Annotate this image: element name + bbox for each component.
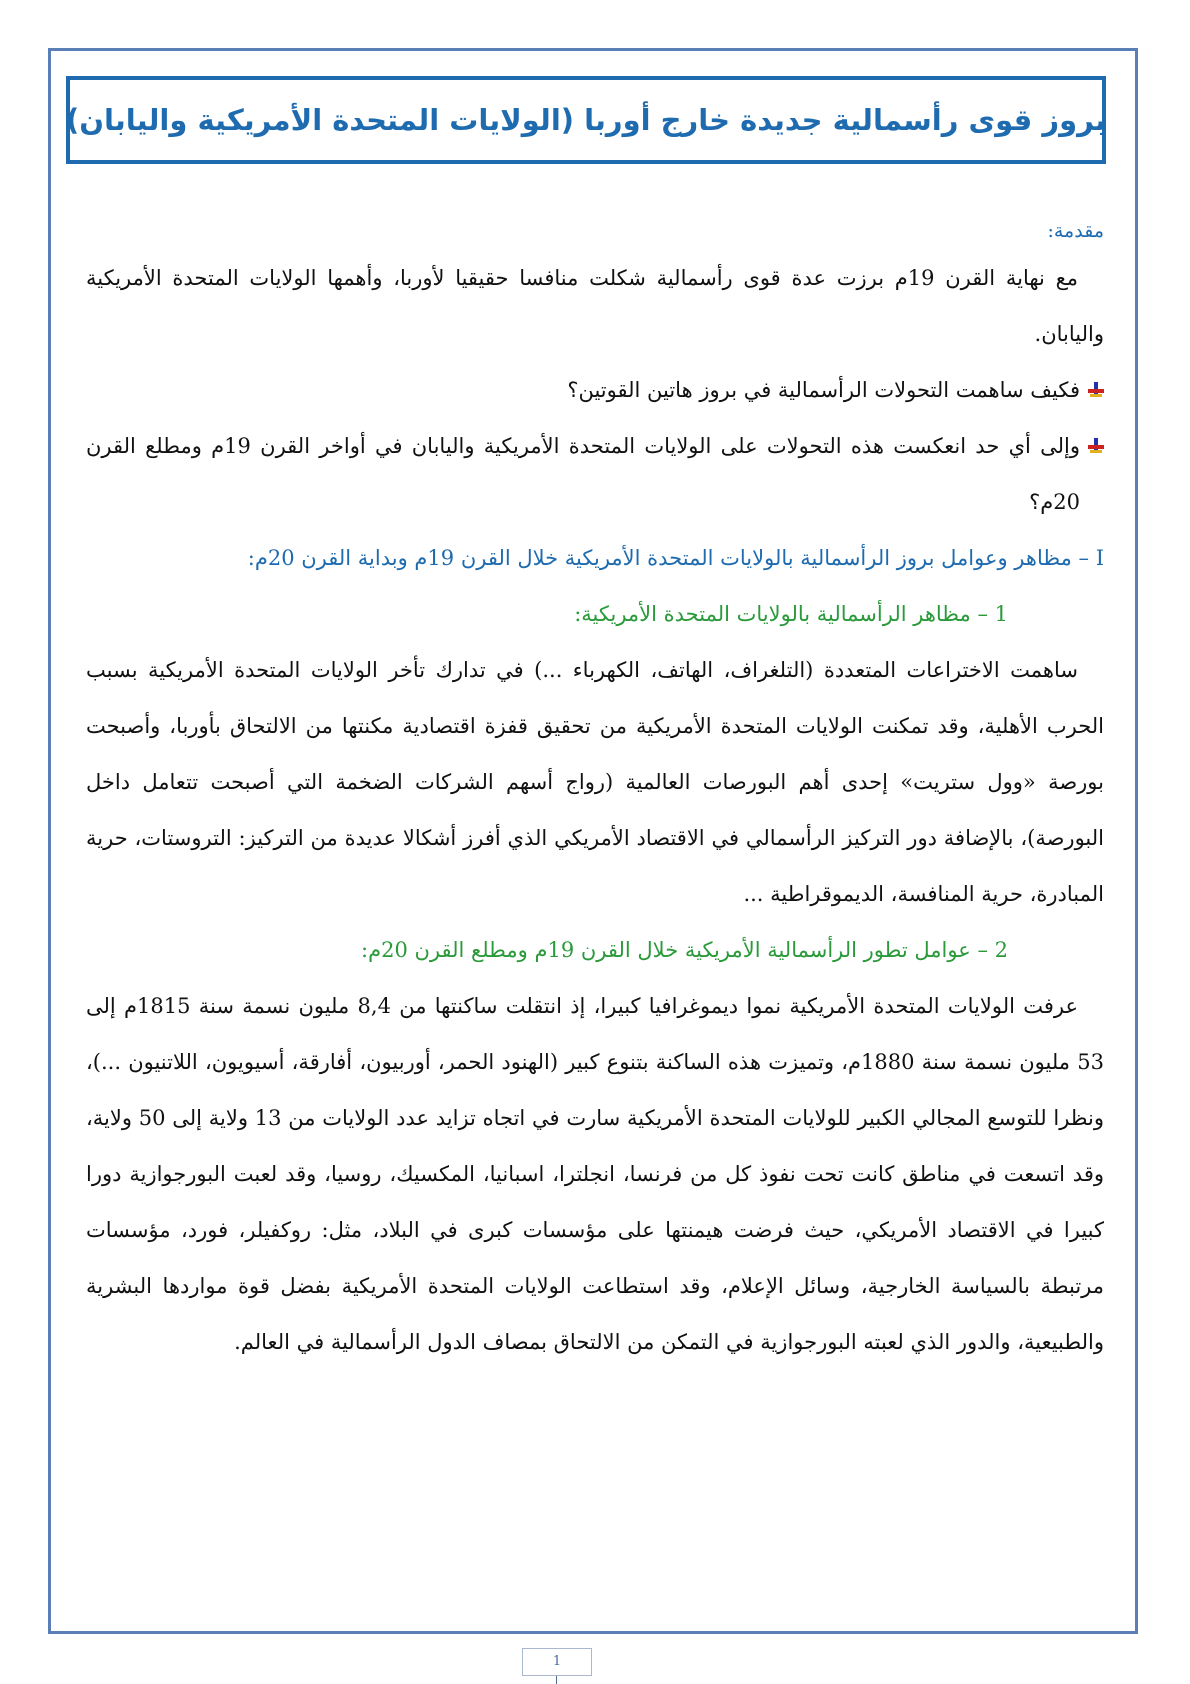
document-title: بروز قوى رأسمالية جديدة خارج أوربا (الولايات المتحدة الأمريكية واليابان) (65, 103, 1107, 137)
section-1-heading: I – مظاهر وعوامل بروز الرأسمالية بالولايات المتحدة الأمريكية خلال القرن 19م وبداية القرن 20م: (247, 546, 1104, 570)
plus-arrow-bullet-icon (1088, 438, 1104, 454)
subsection-2-paragraph: عرفت الولايات المتحدة الأمريكية نموا ديموغرافيا كبيرا، إذ انتقلت ساكنتها من 8,4 مليون نسمة سنة 1815م إلى 53 مليون نسمة سنة 1880م، وتميزت هذه الساكنة بتنوع كبير (الهنود الحمر، أوربيون، أفارقة، أسيويون، اللاتنيون ...)، ونظرا للتوسع المجالي الكبير للولايات المتحدة الأمريكية سارت في اتجاه تزايد عدد الولايات من 13 ولاية إلى 50 ولاية، وقد اتسعت في مناطق كانت تحت نفوذ كل من فرنسا، انجلترا، اسبانيا، المكسيك، روسيا، وقد لعبت البورجوازية دورا كبيرا في الاقتصاد الأمريكي، حيث فرضت هيمنتها على مؤسسات كبرى في البلاد، مثل: روكفيلر، فورد، مؤسسات مرتبطة بالسياسة الخارجية، وسائل الإعلام، وقد استطاعت الولايات المتحدة الأمريكية بفضل قوة مواردها البشرية والطبيعية، والدور الذي لعبته البورجوازية في التمكن من الالتحاق بمصاف الدول الرأسمالية في العالم. (86, 994, 1104, 1354)
question-text: فكيف ساهمت التحولات الرأسمالية في بروز هاتين القوتين؟ (567, 378, 1080, 402)
question-text: وإلى أي حد انعكست هذه التحولات على الولايات المتحدة الأمريكية واليابان في أواخر القرن 19م ومطلع القرن 20م؟ (86, 434, 1080, 514)
title-box (66, 76, 1106, 164)
question-item (86, 362, 1104, 418)
subsection-2-heading: 2 – عوامل تطور الرأسمالية الأمريكية خلال القرن 19م ومطلع القرن 20م: (361, 938, 1008, 962)
intro-paragraph: مع نهاية القرن 19م برزت عدة قوى رأسمالية شكلت منافسا حقيقيا لأوربا، وأهمها الولايات المتحدة الأمريكية واليابان. (86, 266, 1104, 346)
question-item (86, 418, 1104, 530)
plus-arrow-bullet-icon (1088, 382, 1104, 398)
document-body (86, 212, 1104, 1370)
intro-label: مقدمة: (1047, 220, 1104, 242)
subsection-1-heading: 1 – مظاهر الرأسمالية بالولايات المتحدة الأمريكية: (574, 602, 1008, 626)
page-number-tick (556, 1676, 557, 1684)
subsection-1-paragraph: ساهمت الاختراعات المتعددة (التلغراف، الهاتف، الكهرباء ...) في تدارك تأخر الولايات المتحدة الأمريكية بسبب الحرب الأهلية، وقد تمكنت الولايات المتحدة الأمريكية من تحقيق قفزة اقتصادية مكنتها من الالتحاق بأوربا، وأصبحت بورصة «وول ستريت» إحدى أهم البورصات العالمية (رواج أسهم الشركات الضخمة التي أصبحت تتعامل داخل البورصة)، بالإضافة دور التركيز الرأسمالي في الاقتصاد الأمريكي الذي أفرز أشكالا عديدة من التركيز: التروستات، حرية المبادرة، حرية المنافسة، الديموقراطية ... (86, 658, 1104, 906)
page-number: 1 (522, 1648, 592, 1676)
